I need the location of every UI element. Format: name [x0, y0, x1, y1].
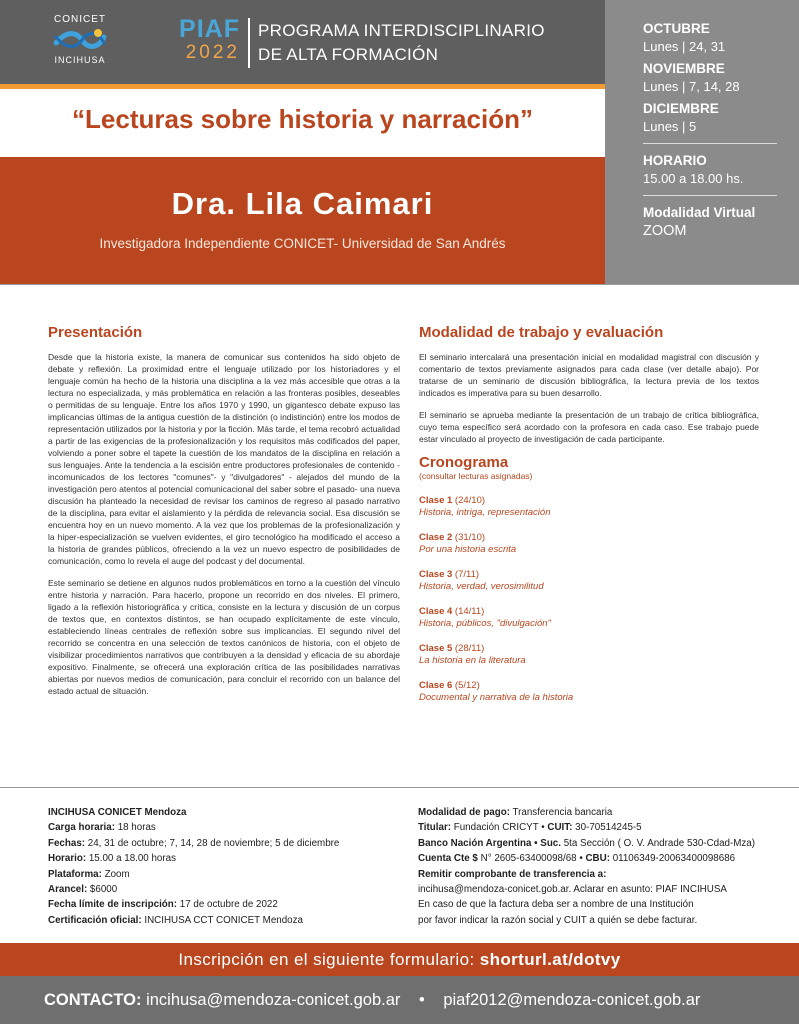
fechas-value: 24, 31 de octubre; 7, 14, 28 de noviembre; 5 de diciembre [85, 837, 340, 849]
inscripcion-band [0, 943, 799, 976]
schedule-divider [643, 143, 777, 144]
schedule-panel [605, 0, 799, 285]
inscripcion-link[interactable]: shorturl.at/dotvy [479, 950, 621, 969]
remitir-email[interactable]: incihusa@mendoza-conicet.gob.ar. Aclarar en asunto: PIAF INCIHUSA [418, 884, 727, 896]
contact-footer [0, 976, 799, 1024]
horario-info-value: 15.00 a 18.00 horas [86, 853, 176, 865]
modalidad-label: Modalidad Virtual [643, 205, 756, 220]
payment-info [418, 805, 788, 928]
conicet-wave-icon [52, 27, 108, 53]
plataforma-value: Zoom [101, 868, 130, 880]
cuenta-value: N° 2605-63400098/68 • [477, 853, 586, 865]
presentacion-heading: Presentación [48, 324, 143, 341]
cronograma-subtitle: (consultar lecturas asignadas) [419, 471, 533, 481]
arancel-label: Arancel: [48, 884, 88, 896]
contact-separator: • [418, 991, 425, 1009]
cronograma-heading: Cronograma [419, 454, 509, 471]
november-days: Lunes | 7, 14, 28 [643, 79, 740, 94]
clase-date: (14/11) [454, 606, 485, 617]
header-bar [0, 0, 605, 84]
header-divider [248, 18, 250, 68]
clase-topic: La historia en la literatura [419, 655, 526, 666]
carga-label: Carga horaria: [48, 822, 115, 834]
clase-topic: Por una historia escrita [419, 544, 517, 555]
banco-value: 5ta Sección ( O. V. Andrade 530-Cdad-Mza) [560, 837, 756, 849]
presentacion-section [48, 324, 400, 707]
titular-value: Fundación CRICYT • [451, 822, 548, 834]
list-item [419, 569, 759, 593]
month-october: OCTUBRE [643, 21, 710, 36]
limite-value: 17 de octubre de 2022 [177, 899, 278, 911]
piaf-year: 2022 [185, 42, 240, 63]
horario-info-label: Horario: [48, 853, 87, 865]
cbu-label: CBU: [585, 853, 610, 865]
conicet-logo [40, 14, 120, 72]
list-item [419, 495, 759, 519]
pago-label: Modalidad de pago: [418, 807, 510, 818]
clase-name: Clase 1 [419, 495, 453, 506]
logo-bottom-text: INCIHUSA [54, 55, 106, 65]
cuenta-label: Cuenta Cte $ [418, 853, 478, 865]
program-line-2: DE ALTA FORMACIÓN [258, 45, 439, 64]
speaker-name: Dra. Lila Caimari [171, 186, 434, 221]
factura-note-2: por favor indicar la razón social y CUIT a quién se debe facturar. [418, 914, 698, 926]
titular-label: Titular: [418, 822, 452, 834]
clase-topic: Historia, intriga, representación [419, 507, 551, 518]
program-line-1: PROGRAMA INTERDISCIPLINARIO [258, 21, 545, 40]
pago-value: Transferencia bancaria [509, 807, 613, 818]
clase-date: (24/10) [454, 495, 486, 506]
clase-date: (5/12) [454, 680, 480, 691]
program-name [258, 19, 545, 67]
contact-email-1[interactable]: incihusa@mendoza-conicet.gob.ar [146, 991, 401, 1009]
banco-label: Banco Nación Argentina • Suc. [418, 837, 561, 849]
logo-top-text: CONICET [54, 14, 106, 25]
list-item [419, 680, 759, 704]
clase-topic: Historia, públicos, "divulgación" [419, 618, 551, 629]
month-november: NOVIEMBRE [643, 61, 725, 76]
october-days: Lunes | 24, 31 [643, 39, 726, 54]
presentacion-paragraph-2: Este seminario se detiene en algunos nudos problemáticos en torno a la cuestión del vínculo entre historia y narración. Para hacerlo, propone un recorrido en dos niveles. El primero, ligado a la reflexión historiográfica y crítica, consiste en la lectura y discusión de un corpus de textos que, en contextos distintos, se han ocupado explícitamente de este vínculo, estableciendo líneas centrales de reflexión sobre sus implicancias. El segundo nivel del recorrido se concentra en una selección de textos canónicos de historia, con el objeto de visibilizar procedimientos narrativos que contribuyen a la densidad y eficacia de su abordaje expositivo. Finalmente, se ofrecerá una exploración crítica de las posibilidades narrativas abiertas por nuevos medios de comunicación, para concluir el recorrido con un balance del estado actual de situación. [48, 578, 400, 696]
limite-label: Fecha límite de inscripción: [48, 899, 178, 911]
cbu-value: 01106349-20063400098686 [609, 853, 736, 865]
modalidad-value: ZOOM [643, 223, 687, 239]
clase-topic: Documental y narrativa de la historia [419, 692, 574, 703]
contact-email-2[interactable]: piaf2012@mendoza-conicet.gob.ar [443, 991, 701, 1009]
cuit-value: 30-70514245-5 [572, 822, 642, 834]
list-item [419, 532, 759, 556]
contacto-label: CONTACTO: [44, 991, 142, 1009]
clase-name: Clase 3 [419, 569, 453, 580]
schedule-divider [643, 195, 777, 196]
clase-name: Clase 6 [419, 680, 453, 691]
seminar-title: “Lecturas sobre historia y narración” [72, 104, 533, 134]
section-rule [0, 284, 799, 285]
modalidad-heading: Modalidad de trabajo y evaluación [419, 324, 664, 341]
inscripcion-text: Inscripción en el siguiente formulario: [178, 950, 480, 969]
list-item [419, 606, 759, 630]
list-item [419, 643, 759, 667]
modalidad-paragraph-2: El seminario se aprueba mediante la presentación de un trabajo de crítica bibliográfica, cuyo tema específico será acordado con la profesora en cada caso. Ese trabajo puede estar vinculado al proyecto de investigación de cada participante. [419, 410, 759, 444]
org-name: INCIHUSA CONICET Mendoza [48, 807, 187, 818]
clase-date: (7/11) [454, 569, 480, 580]
fechas-label: Fechas: [48, 837, 86, 849]
clase-name: Clase 2 [419, 532, 453, 543]
factura-note-1: En caso de que la factura deba ser a nombre de una Institución [418, 899, 694, 911]
clase-name: Clase 4 [419, 606, 453, 617]
piaf-text: PIAF [179, 15, 240, 43]
december-days: Lunes | 5 [643, 119, 697, 134]
horario-label: HORARIO [643, 153, 707, 168]
modalidad-paragraph-1: El seminario intercalará una presentación inicial en modalidad magistral con discusión y comentario de textos previamente asignados para cada clase (ver detalle abajo). Por tratarse de un seminario de discusión bibliográfica, la lectura previa de los textos indicados es imperativa para su buen desarrollo. [419, 352, 759, 398]
clase-name: Clase 5 [419, 643, 453, 654]
cuit-label: CUIT: [547, 822, 573, 834]
carga-value: 18 horas [114, 822, 156, 834]
clase-topic: Historia, verdad, verosimilitud [419, 581, 544, 592]
presentacion-paragraph-1: Desde que la historia existe, la manera de comunicar sus contenidos ha sido objeto de debate y reflexión. La proximidad entre el lenguaje utilizado por los historiadores y el lenguaje común ha hecho de la historia una disciplina a la vez más accesible que otras a la lectura no especializada, y más problemática en relación a las fronteras posibles, deseables o permitidas de su lenguaje. Entre los años 1970 y 1990, un gigantesco debate expuso las implicancias últimas de la antigua cuestión de la distinción (o indistinción) entre los modos de representación utilizados por la historia y por la ficción. Más tarde, el tema recobró actualidad a partir de las exigencias de la profesionalización y los requisitos más codificados del paper, volviendo a poner sobre el tapete la cuestión de los mandatos de la disciplina en relación a sus lenguajes. Ante la tendencia a la escisión entre productores profesionales de contenido -incomunicados de los lectores "comunes"- y "divulgadores" - alejados del mundo de la investigación pero atentos al potencial comunicacional del saber sobre el pasado- una nueva discusión ha planteado la necesidad de revisar los caminos de regreso al pasado narrativo de la disciplina, para evitar el aislamiento y la pérdida de relevancia social. Esa discusión se encuentra hoy en un nuevo momento. A la vez que los problemas de la profesionalización y la hiper-especialización se vuelven evidentes, el giro tecnológico ha modificado el acceso a la historia de grandes públicos, ofreciendo a la vez un nuevo espectro de posibilidades de comunicación, como lo revela el auge del podcast y del documental. [48, 352, 400, 566]
course-info [48, 805, 408, 928]
month-december: DICIEMBRE [643, 101, 719, 116]
plataforma-label: Plataforma: [48, 868, 102, 880]
speaker-affiliation: Investigadora Independiente CONICET- Universidad de San Andrés [99, 236, 506, 251]
cert-value: INCIHUSA CCT CONICET Mendoza [141, 914, 303, 926]
piaf-mark [170, 16, 240, 64]
clase-date: (28/11) [454, 643, 485, 654]
arancel-value: $6000 [87, 884, 118, 896]
remitir-label: Remitir comprobante de transferencia a: [418, 868, 607, 880]
cert-label: Certificación oficial: [48, 914, 142, 926]
modalidad-section [419, 324, 759, 717]
horario-value: 15.00 a 18.00 hs. [643, 171, 744, 186]
clase-date: (31/10) [454, 532, 486, 543]
section-rule [0, 787, 799, 788]
